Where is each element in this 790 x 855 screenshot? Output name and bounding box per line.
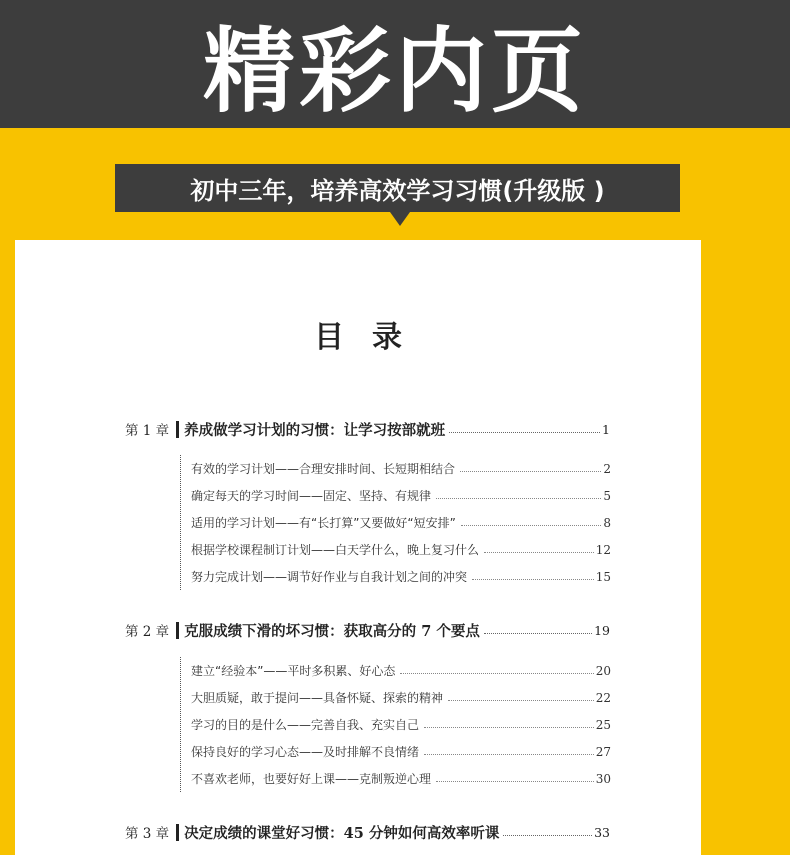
toc-section-item[interactable] — [181, 711, 611, 738]
section-title: 努力完成计划——调节好作业与自我计划之间的冲突 — [191, 570, 468, 584]
section-page: 5 — [603, 488, 611, 503]
toc-section-item[interactable] — [181, 563, 611, 590]
leader-dots — [484, 633, 592, 634]
toc-title: 目录 — [314, 320, 430, 355]
subtitle-banner — [115, 164, 680, 212]
section-title: 保持良好的学习心态——及时排解不良情绪 — [191, 745, 420, 759]
chapter-divider — [176, 421, 179, 438]
section-title: 不喜欢老师，也要好好上课——克制叛逆心理 — [191, 772, 432, 786]
leader-dots — [503, 835, 592, 836]
chapter-page: 19 — [594, 622, 610, 638]
leader-dots — [424, 754, 594, 755]
chapter-divider — [176, 824, 179, 841]
section-title: 适用的学习计划——有“长打算”又要做好“短安排” — [191, 516, 456, 530]
section-title: 建立“经验本”——平时多积累、好心态 — [191, 664, 396, 678]
leader-dots — [484, 552, 594, 553]
chapter-number: 第 1 章 — [125, 423, 170, 439]
chapter-1-heading[interactable] — [125, 418, 610, 440]
section-title: 大胆质疑，敢于提问——具备怀疑、探索的精神 — [191, 691, 444, 705]
section-page: 8 — [603, 515, 611, 530]
toc-section-item[interactable] — [181, 509, 611, 536]
toc-section-item[interactable] — [181, 657, 611, 684]
leader-dots — [460, 471, 601, 472]
leader-dots — [400, 673, 593, 674]
banner-pointer — [390, 212, 410, 226]
toc-section-item[interactable] — [181, 455, 611, 482]
leader-dots — [449, 432, 600, 433]
section-page: 25 — [595, 717, 611, 732]
chapter-number: 第 2 章 — [125, 624, 170, 640]
section-page: 20 — [595, 663, 611, 678]
section-page: 2 — [603, 461, 611, 476]
section-title: 有效的学习计划——合理安排时间、长短期相结合 — [191, 462, 456, 476]
chapter-3-heading[interactable] — [125, 821, 610, 843]
chapter-title: 养成做学习计划的习惯：让学习按部就班 — [184, 421, 446, 439]
chapter-2-sections — [180, 657, 611, 792]
chapter-title: 决定成绩的课堂好习惯：45 分钟如何高效率听课 — [184, 824, 500, 842]
header-title: 精彩内页 — [202, 18, 587, 125]
section-title: 学习的目的是什么——完善自我、充实自己 — [191, 718, 420, 732]
chapter-page: 33 — [594, 824, 610, 840]
subtitle-text: 初中三年，培养高效学习习惯(升级版 ) — [190, 176, 605, 205]
leader-dots — [436, 781, 594, 782]
toc-section-item[interactable] — [181, 482, 611, 509]
section-page: 30 — [595, 771, 611, 786]
section-page: 12 — [595, 542, 611, 557]
leader-dots — [424, 727, 594, 728]
toc-section-item[interactable] — [181, 684, 611, 711]
toc-section-item[interactable] — [181, 738, 611, 765]
chapter-1-sections — [180, 455, 611, 590]
leader-dots — [461, 525, 601, 526]
chapter-number: 第 3 章 — [125, 826, 170, 842]
leader-dots — [436, 498, 601, 499]
chapter-divider — [176, 622, 179, 639]
section-page: 27 — [595, 744, 611, 759]
section-page: 15 — [595, 569, 611, 584]
toc-section-item[interactable] — [181, 536, 611, 563]
leader-dots — [448, 700, 594, 701]
header-band — [0, 0, 790, 128]
section-title: 确定每天的学习时间——固定、坚持、有规律 — [191, 489, 432, 503]
section-page: 22 — [595, 690, 611, 705]
chapter-page: 1 — [602, 421, 610, 437]
chapter-title: 克服成绩下滑的坏习惯：获取高分的 7 个要点 — [184, 622, 480, 640]
toc-section-item[interactable] — [181, 765, 611, 792]
leader-dots — [472, 579, 594, 580]
section-title: 根据学校课程制订计划——白天学什么，晚上复习什么 — [191, 543, 480, 557]
toc-page — [15, 240, 701, 855]
chapter-2-heading[interactable] — [125, 619, 610, 641]
